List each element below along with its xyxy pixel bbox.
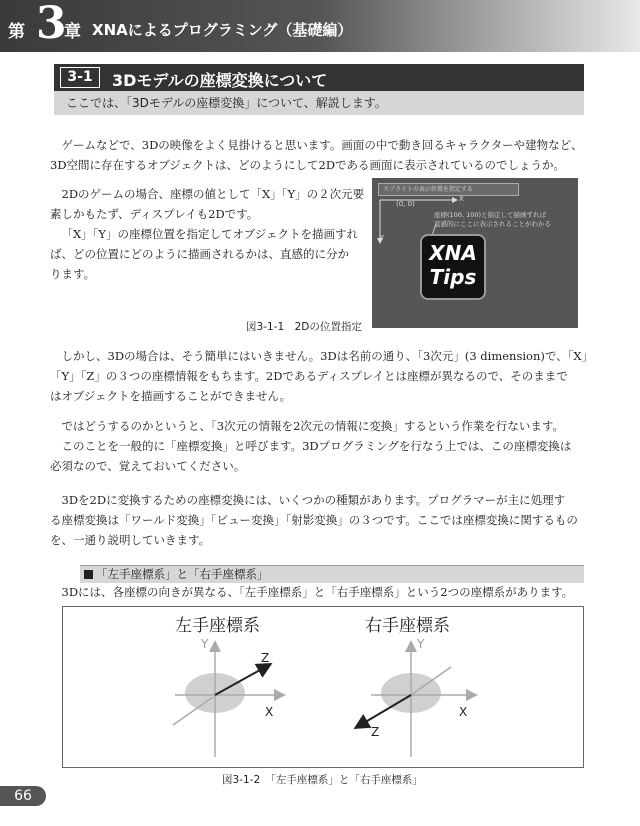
- screen-note: 座標(100, 100)と指定して描画すれば 直感的にここに表示されることがわかる: [434, 211, 551, 228]
- paragraph-5: 3Dを2Dに変換するための座標変換には、いくつかの種類があります。プログラマーが主に処理す る座標変換は「ワールド変換」「ビュー変換」「射影変換」の３つです。ここでは座標変換に関するもの を、一通り説明していきます。: [50, 493, 578, 547]
- figure-2-caption: 図3-1-2 「左手座標系」と「右手座標系」: [222, 774, 423, 786]
- right-handed-title: 右手座標系: [365, 616, 450, 636]
- right-handed-graphic: [357, 643, 475, 757]
- section-title: 3Dモデルの座標変換について: [112, 71, 328, 90]
- paragraph-2: 2Dのゲームの場合、座標の値として「X」「Y」の２次元要 素しかもたず、ディスプレイも2Dです。 「X」「Y」の座標位置を指定してオブジェクトを描画すれ ば、どの位置にどのように描画されるかは、直感的に分か ります。: [50, 187, 365, 281]
- right-z-label: Z: [371, 725, 380, 739]
- square-bullet-icon: [84, 570, 93, 579]
- right-x-label: X: [459, 705, 468, 719]
- origin-label: (0, 0): [396, 200, 415, 208]
- paragraph-4: ではどうするのかというと、「3次元の情報を2次元の情報に変換」するという作業を行ないます。 このことを一般的に「座標変換」と呼びます。3Dプログラミングを行なう上では、この座標変換は 必須なので、覚えておいてください。: [50, 419, 572, 473]
- left-z-label: Z: [261, 651, 270, 665]
- paragraph-3: しかし、3Dの場合は、そう簡単にはいきません。3Dは名前の通り、「3次元」(3 dimension)で、「X」 「Y」「Z」の３つの座標情報をもちます。2Dであるディスプレイとは座標が異なるので、そのままで はオブジェクトを描画することができません。: [50, 349, 594, 403]
- paragraph-1: ゲームなどで、3Dの映像をよく見掛けると思います。画面の中で動き回るキャラクターや建物など、 3D空間に存在するオブジェクトは、どのようにして2Dである画面に表示されているのでしょうか。: [50, 138, 583, 172]
- xna-tips-logo: XNA Tips: [420, 234, 486, 300]
- axis-y-label: Y: [380, 234, 385, 242]
- subsection-title: 「左手座標系」と「右手座標系」: [96, 567, 269, 581]
- section-intro: ここでは、「3Dモデルの座標変換」について、解説します。: [54, 91, 584, 115]
- left-handed-title: 左手座標系: [175, 616, 260, 636]
- chapter-title: XNAによるプログラミング（基礎編）: [92, 21, 353, 39]
- left-x-label: X: [265, 705, 274, 719]
- chapter-prefix: 第: [8, 22, 25, 42]
- figure-2d-screenshot: [372, 178, 578, 328]
- left-y-label: Y: [201, 637, 209, 651]
- page-number: 66: [0, 786, 46, 806]
- coordinate-systems-diagram: [62, 606, 584, 768]
- right-y-label: Y: [417, 637, 425, 651]
- paragraph-6: 3Dには、各座標の向きが異なる、「左手座標系」と「右手座標系」という2つの座標系があります。: [61, 585, 574, 599]
- axis-x-label: X: [459, 195, 464, 203]
- window-title: スプライトの表示位置を指定する: [378, 183, 519, 196]
- section-number: 3-1: [60, 67, 100, 88]
- chapter-number: 3: [36, 0, 67, 49]
- figure-1-caption: 図3-1-1 2Dの位置指定: [246, 321, 362, 333]
- chapter-suffix: 章: [64, 22, 81, 42]
- section-heading: [54, 64, 584, 91]
- chapter-header: [0, 0, 640, 52]
- subsection-heading: [80, 565, 584, 583]
